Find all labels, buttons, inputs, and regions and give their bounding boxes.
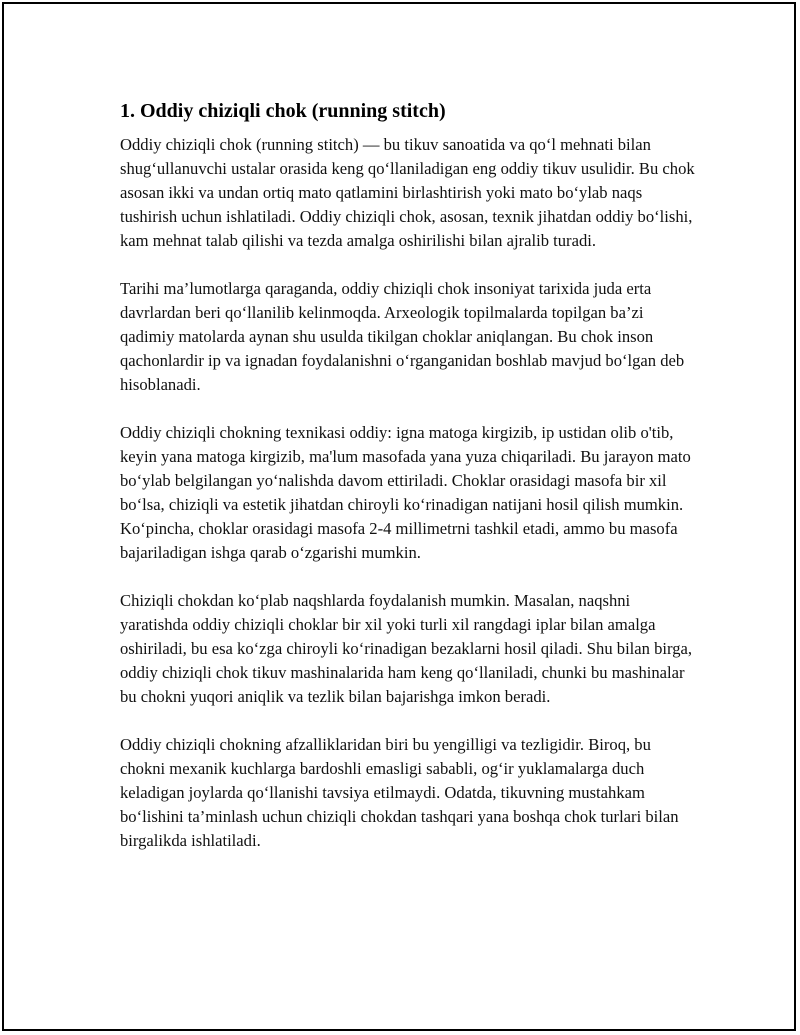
paragraph-3: Oddiy chiziqli chokning texnikasi oddiy: igna matoga kirgizib, ip ustidan olib o'tib, keyin yana matoga kirgizib, ma'lum masofada yana yuza chiqariladi. Bu jarayon mato bo‘ylab belgilangan yo‘nalishda davom ettiriladi. Choklar orasidagi masofa bir xil bo‘lsa, chiziqli va estetik jihatdan chiroyli ko‘rinadigan natijani hosil qilish mumkin. Ko‘pincha, choklar orasidagi masofa 2-4 millimetrni tashkil etadi, ammo bu masofa bajariladigan ishga qarab o‘zgarishi mumkin.: [120, 423, 691, 562]
paragraph-1: Oddiy chiziqli chok (running stitch) — bu tikuv sanoatida va qo‘l mehnati bilan shug‘ullanuvchi ustalar orasida keng qo‘llaniladigan eng oddiy tikuv usulidir. Bu chok asosan ikki va undan ortiq mato qatlamini birlashtirish yoki mato bo‘ylab naqs tushirish uchun ishlatiladi. Oddiy chiziqli chok, asosan, texnik jihatdan oddiy bo‘lishi, kam mehnat talab qilishi va tezda amalga oshirilishi bilan ajralib turadi.: [120, 135, 695, 250]
section-heading: 1. Oddiy chiziqli chok (running stitch): [120, 100, 446, 122]
paragraph-2: Tarihi ma’lumotlarga qaraganda, oddiy chiziqli chok insoniyat tarixida juda erta davrlardan beri qo‘llanilib kelinmoqda. Arxeologik topilmalarda topilgan ba’zi qadimiy matolarda aynan shu usulda tikilgan choklar aniqlangan. Bu chok inson qachonlardir ip va ignadan foydalanishni o‘rganganidan boshlab mavjud bo‘lgan deb hisoblanadi.: [120, 279, 685, 394]
document-body: [120, 98, 700, 877]
paragraph-4: Chiziqli chokdan ko‘plab naqshlarda foydalanish mumkin. Masalan, naqshni yaratishda oddiy chiziqli choklar bir xil yoki turli xil rangdagi iplar bilan amalga oshiriladi, bu esa ko‘zga chiroyli ko‘rinadigan bezaklarni hosil qiladi. Shu bilan birga, oddiy chiziqli chok tikuv mashinalarida ham keng qo‘llaniladi, chunki bu mashinalar bu chokni yuqori aniqlik va tezlik bilan bajarishga imkon beradi.: [120, 591, 693, 706]
page-frame: [2, 2, 796, 1031]
paragraph-5: Oddiy chiziqli chokning afzalliklaridan biri bu yengilligi va tezligidir. Biroq, bu chokni mexanik kuchlarga bardoshli emasligi sababli, og‘ir yuklamalarga duch keladigan joylarda qo‘llanishi tavsiya etilmaydi. Odatda, tikuvning mustahkam bo‘lishini ta’minlash uchun chiziqli chokdan tashqari yana boshqa chok turlari bilan birgalikda ishlatiladi.: [120, 735, 679, 850]
